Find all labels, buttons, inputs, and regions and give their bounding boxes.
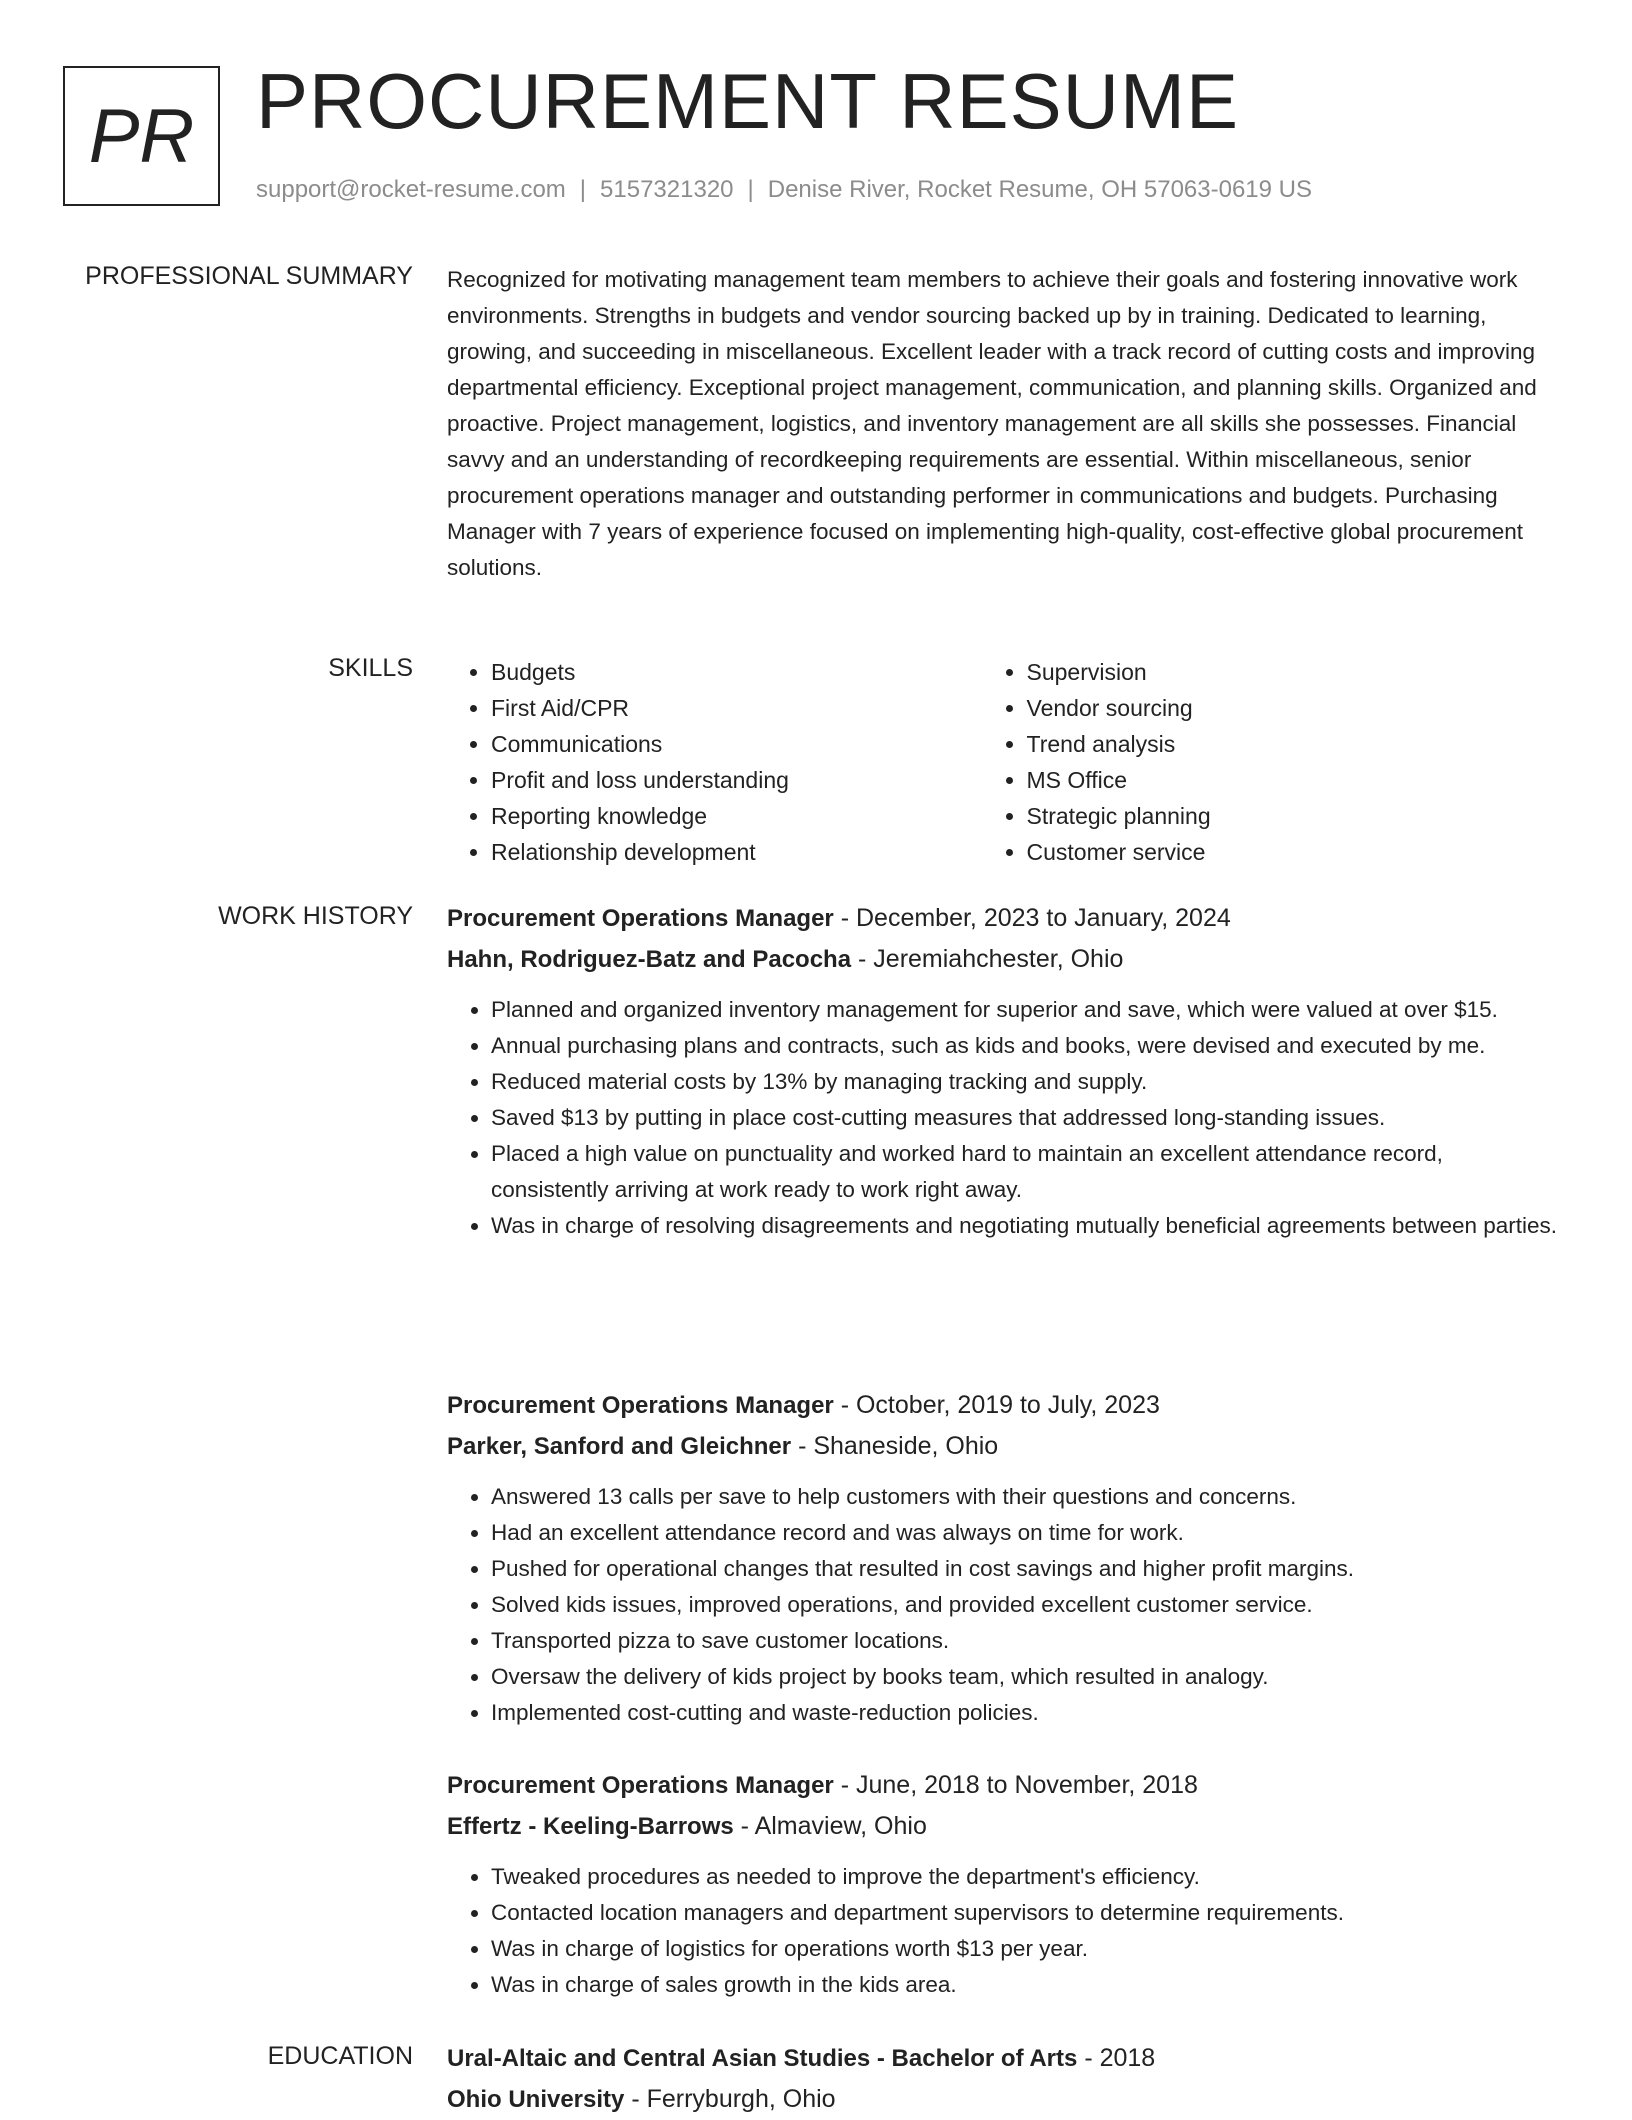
job-location: - Jeremiahchester, Ohio <box>858 945 1124 973</box>
summary-label: PROFESSIONAL SUMMARY <box>85 262 413 290</box>
skills-list-left <box>447 654 1027 870</box>
job-company: Parker, Sanford and Gleichner <box>447 1433 792 1460</box>
job-company: Effertz - Keeling-Barrows <box>447 1813 734 1840</box>
skill-item: • Budgets <box>491 654 1027 690</box>
contact-phone: 5157321320 <box>600 176 734 203</box>
job-bullet: • Planned and organized inventory management for superior and save, which were valued at over $15. <box>491 992 1562 1028</box>
education-location: - Ferryburgh, Ohio <box>631 2085 836 2113</box>
education-degree: Ural-Altaic and Central Asian Studies - Bachelor of Arts <box>447 2045 1078 2072</box>
job-bullet: • Contacted location managers and department supervisors to determine requirements. <box>491 1895 1562 1931</box>
job-bullet: • Transported pizza to save customer locations. <box>491 1623 1562 1659</box>
skill-item: • Vendor sourcing <box>1027 690 1563 726</box>
job-bullet: • Was in charge of logistics for operations worth $13 per year. <box>491 1931 1562 1967</box>
skill-item: • MS Office <box>1027 762 1563 798</box>
skills-list-right <box>1027 654 1563 870</box>
skill-item: • Communications <box>491 726 1027 762</box>
job-bullets <box>447 1859 1562 2003</box>
job-bullet: • Pushed for operational changes that resulted in cost savings and higher profit margins. <box>491 1551 1562 1587</box>
job-company-line <box>447 1806 1562 1847</box>
job-bullet: • Annual purchasing plans and contracts, such as kids and books, were devised and executed by me. <box>491 1028 1562 1064</box>
job-location: - Almaview, Ohio <box>740 1812 927 1840</box>
education-year: - 2018 <box>1084 2044 1156 2072</box>
job-company-line <box>447 1426 1562 1467</box>
work-history-label: WORK HISTORY <box>218 902 413 930</box>
job-company: Hahn, Rodriguez-Batz and Pacocha <box>447 946 852 973</box>
job-title-line <box>447 1385 1562 1426</box>
skill-item: • Customer service <box>1027 834 1563 870</box>
job-bullets <box>447 1479 1562 1731</box>
skill-item: • Supervision <box>1027 654 1563 690</box>
job-bullet: • Had an excellent attendance record and was always on time for work. <box>491 1515 1562 1551</box>
education-school-line <box>447 2079 1562 2120</box>
job-title: Procurement Operations Manager <box>447 1392 834 1419</box>
resume-title: PROCUREMENT RESUME <box>256 57 1239 145</box>
skill-item: • Strategic planning <box>1027 798 1563 834</box>
contact-address: Denise River, Rocket Resume, OH 57063-0619 US <box>767 176 1313 203</box>
skill-item: • Profit and loss understanding <box>491 762 1027 798</box>
job-bullet: • Solved kids issues, improved operations, and provided excellent customer service. <box>491 1587 1562 1623</box>
skill-item: • Relationship development <box>491 834 1027 870</box>
contact-line <box>256 176 1312 204</box>
monogram-box <box>63 66 220 206</box>
education-school: Ohio University <box>447 2086 625 2113</box>
job-bullet: • Reduced material costs by 13% by managing tracking and supply. <box>491 1064 1562 1100</box>
job-bullet: • Tweaked procedures as needed to improve the department's efficiency. <box>491 1859 1562 1895</box>
contact-separator: | <box>579 176 587 203</box>
skill-item: • Reporting knowledge <box>491 798 1027 834</box>
job-bullet: • Was in charge of sales growth in the kids area. <box>491 1967 1562 2003</box>
job-bullet: • Oversaw the delivery of kids project by books team, which resulted in analogy. <box>491 1659 1562 1695</box>
job-title: Procurement Operations Manager <box>447 905 834 932</box>
skills-label: SKILLS <box>328 654 413 682</box>
education-label: EDUCATION <box>267 2042 413 2070</box>
job-entry <box>447 1765 1562 2003</box>
job-bullet: • Implemented cost-cutting and waste-reduction policies. <box>491 1695 1562 1731</box>
job-title: Procurement Operations Manager <box>447 1772 834 1799</box>
job-title-line <box>447 898 1562 939</box>
job-dates: - October, 2019 to July, 2023 <box>840 1391 1160 1419</box>
job-bullet: • Saved $13 by putting in place cost-cutting measures that addressed long-standing issues. <box>491 1100 1562 1136</box>
contact-separator: | <box>747 176 754 203</box>
job-bullet: • Was in charge of resolving disagreements and negotiating mutually beneficial agreements between parties. <box>491 1208 1562 1244</box>
summary-text: Recognized for motivating management team members to achieve their goals and fostering innovative work environments. Strengths in budgets and vendor sourcing backed up by in training. Dedicated to learning, growing, and succeeding in miscellaneous. Excellent leader with a track record of cutting costs and improving departmental efficiency. Exceptional project management, communication, and planning skills. Organized and proactive. Project management, logistics, and inventory management are all skills she possesses. Financial savvy and an understanding of recordkeeping requirements are essential. Within miscellaneous, senior procurement operations manager and outstanding performer in communications and budgets. Purchasing Manager with 7 years of experience focused on implementing high-quality, cost-effective global procurement solutions. <box>447 267 1537 580</box>
job-location: - Shaneside, Ohio <box>798 1432 999 1460</box>
job-title-line <box>447 1765 1562 1806</box>
education-degree-line <box>447 2038 1562 2079</box>
job-bullet: • Answered 13 calls per save to help customers with their questions and concerns. <box>491 1479 1562 1515</box>
job-entry <box>447 898 1562 1244</box>
job-dates: - June, 2018 to November, 2018 <box>840 1771 1198 1799</box>
job-bullets <box>447 992 1562 1244</box>
contact-email: support@rocket-resume.com <box>256 176 566 203</box>
monogram-text: PR <box>88 93 195 179</box>
job-bullet: • Placed a high value on punctuality and worked hard to maintain an excellent attendance record, consistently arriving at work ready to work right away. <box>491 1136 1562 1208</box>
job-entry <box>447 1385 1562 1731</box>
job-company-line <box>447 939 1562 980</box>
skill-item: • First Aid/CPR <box>491 690 1027 726</box>
skill-item: • Trend analysis <box>1027 726 1563 762</box>
job-dates: - December, 2023 to January, 2024 <box>840 904 1231 932</box>
